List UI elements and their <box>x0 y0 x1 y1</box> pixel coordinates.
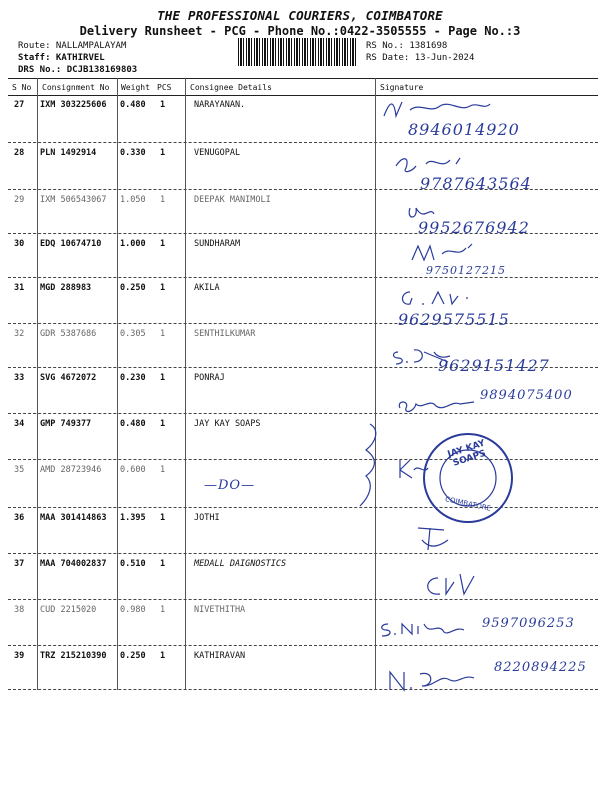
signature-scribble <box>414 520 454 554</box>
row-weight: 0.230 <box>120 373 146 383</box>
handwritten-phone: 9597096253 <box>482 616 575 631</box>
row-consignment: IXM 303225606 <box>40 100 107 110</box>
runsheet-subtitle: Delivery Runsheet - PCG - Phone No.:0422-3505555 - Page No.:3 <box>79 24 521 38</box>
row-weight: 0.330 <box>120 148 146 158</box>
row-weight: 0.250 <box>120 283 146 293</box>
row-consignee: VENUGOPAL <box>194 148 241 158</box>
signature-scribble <box>384 664 494 694</box>
row-pcs: 1 <box>160 148 166 158</box>
row-sno: 37 <box>14 559 25 569</box>
handwritten-phone: 9750127215 <box>426 264 506 277</box>
row-pcs: 1 <box>160 605 166 615</box>
row-weight: 0.480 <box>120 419 146 429</box>
company-title: THE PROFESSIONAL COURIERS, COIMBATORE <box>157 8 443 23</box>
drs-label: DRS No.: DCJB138169803 <box>18 65 138 75</box>
rs-number: RS No.: 1381698 <box>366 41 448 51</box>
signature-scribble <box>394 392 484 416</box>
row-consignee: PONRAJ <box>194 373 225 383</box>
row-consignment: MAA 301414863 <box>40 513 107 523</box>
row-consignee: SUNDHARAM <box>194 239 241 249</box>
row-sno: 31 <box>14 283 25 293</box>
route-label: Route: NALLAMPALAYAM <box>18 41 127 51</box>
row-weight: 1.395 <box>120 513 146 523</box>
row-consignment: TRZ 215210390 <box>40 651 107 661</box>
row-weight: 0.250 <box>120 651 146 661</box>
meta-left <box>18 40 137 76</box>
company-stamp <box>420 430 516 526</box>
row-pcs: 1 <box>160 283 166 293</box>
rs-date: RS Date: 13-Jun-2024 <box>366 53 475 63</box>
stamp-bottom-text: COIMBATORE <box>444 495 492 513</box>
signature-scribble <box>378 616 488 642</box>
staff-label: Staff: KATHIRVEL <box>18 53 105 63</box>
row-sno: 28 <box>14 148 25 158</box>
row-pcs: 1 <box>160 100 166 110</box>
col-pcs: PCS <box>157 83 172 92</box>
row-pcs: 1 <box>160 651 166 661</box>
row-consignment: IXM 506543067 <box>40 195 107 205</box>
meta-right <box>366 40 474 64</box>
signature-scribble <box>392 150 472 176</box>
row-pcs: 1 <box>160 195 166 205</box>
row-consignment: MAA 704002837 <box>40 559 107 569</box>
bracket-mark <box>340 420 400 510</box>
row-consignment: AMD 28723946 <box>40 465 102 475</box>
row-weight: 0.480 <box>120 100 146 110</box>
table-row <box>8 234 598 278</box>
col-consignment: Consignment No <box>42 83 110 92</box>
row-pcs: 1 <box>160 373 166 383</box>
row-consignment: GMP 749377 <box>40 419 92 429</box>
row-consignee: MEDALL DAIGNOSTICS <box>194 559 287 569</box>
row-weight: 0.600 <box>120 465 146 475</box>
row-sno: 36 <box>14 513 25 523</box>
col-weight: Weight <box>121 83 150 92</box>
row-consignee: SENTHILKUMAR <box>194 329 256 339</box>
row-sno: 39 <box>14 651 25 661</box>
row-sno: 30 <box>14 239 25 249</box>
row-sno: 34 <box>14 419 25 429</box>
row-consignee: AKILA <box>194 283 220 293</box>
row-consignment: CUD 2215020 <box>40 605 97 615</box>
ditto-mark: —DO— <box>204 478 256 493</box>
row-sno: 35 <box>14 465 25 475</box>
stamp-top-text: JAY KAY SOAPS <box>446 438 488 469</box>
row-consignment: PLN 1492914 <box>40 148 97 158</box>
row-weight: 0.305 <box>120 329 146 339</box>
col-consignee: Consignee Details <box>190 83 272 92</box>
row-consignment: EDQ 10674710 <box>40 239 102 249</box>
row-consignee: JOTHI <box>194 513 220 523</box>
handwritten-phone: 8946014920 <box>408 120 520 139</box>
row-weight: 1.000 <box>120 239 146 249</box>
row-pcs: 1 <box>160 329 166 339</box>
row-pcs: 1 <box>160 513 166 523</box>
col-signature: Signature <box>380 83 424 92</box>
col-sno: S No <box>12 83 32 92</box>
signature-scribble <box>394 454 434 484</box>
row-sno: 33 <box>14 373 25 383</box>
row-weight: 1.050 <box>120 195 146 205</box>
row-sno: 38 <box>14 605 25 615</box>
row-consignment: SVG 4672072 <box>40 373 97 383</box>
signature-scribble <box>420 568 480 602</box>
handwritten-phone: 9629575515 <box>398 310 510 329</box>
handwritten-phone: 8220894225 <box>494 660 587 675</box>
row-pcs: 1 <box>160 419 166 429</box>
row-sno: 27 <box>14 100 25 110</box>
row-consignee: DEEPAK MANIMOLI <box>194 195 271 205</box>
row-pcs: 1 <box>160 239 166 249</box>
row-sno: 29 <box>14 195 25 205</box>
handwritten-phone: 9894075400 <box>480 388 573 403</box>
row-consignment: MGD 288983 <box>40 283 92 293</box>
header-top-rule <box>8 78 598 79</box>
row-pcs: 1 <box>160 559 166 569</box>
table-row <box>8 554 598 600</box>
row-consignee: NARAYANAN. <box>194 100 246 110</box>
runsheet-barcode <box>238 38 358 66</box>
handwritten-phone: 9787643564 <box>420 174 532 193</box>
row-consignee: NIVETHITHA <box>194 605 246 615</box>
row-weight: 0.980 <box>120 605 146 615</box>
row-sno: 32 <box>14 329 25 339</box>
signature-scribble <box>396 286 476 310</box>
handwritten-phone: 9952676942 <box>418 218 530 237</box>
row-pcs: 1 <box>160 465 166 475</box>
row-consignment: GDR 5387686 <box>40 329 97 339</box>
row-weight: 0.510 <box>120 559 146 569</box>
row-divider <box>8 689 598 690</box>
row-consignee: KATHIRAVAN <box>194 651 246 661</box>
handwritten-phone: 9629151427 <box>438 356 550 375</box>
row-consignee: JAY KAY SOAPS <box>194 419 261 429</box>
